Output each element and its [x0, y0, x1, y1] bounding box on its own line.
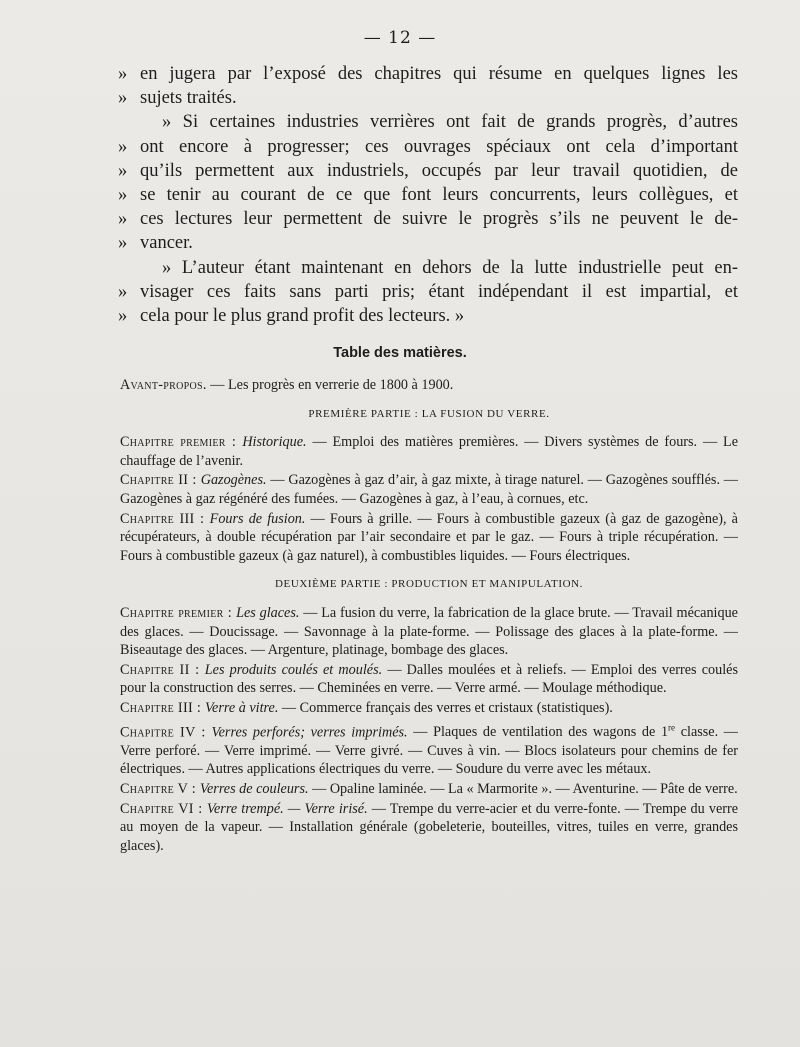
- chapter-entry: [120, 510, 738, 566]
- chapter-head: Chapitre premier :: [120, 604, 237, 621]
- intro-line-text: vancer.: [140, 233, 193, 254]
- intro-line: [118, 135, 738, 159]
- chapter-title: Gazogènes.: [200, 472, 267, 489]
- intro-line-text: cela pour le plus grand profit des lecteurs. »: [140, 306, 465, 327]
- chapter-head: Chapitre III :: [120, 510, 210, 527]
- chapter-summary: — Fours à grille. — Fours à combustible gazeux (à gaz de gazogène), à récupérateurs, à double récupération par l’air secondaire et par le gaz. — Fours à triple récupération. — Fours à combustible gazeux (à gaz naturel), à combustibles liquides. — Fours électriques.: [120, 510, 738, 564]
- chapter-entry: [120, 604, 738, 660]
- chapter-summary: — Trempe du verre-acier et du verre-fonte. — Trempe du verre au moyen de la vapeur. — Installation générale (gobeleterie, bouteilles, vitres, tuiles en verre, grandes glaces).: [120, 800, 738, 854]
- chapter-title: Verre trempé. — Verre irisé.: [206, 800, 368, 817]
- intro-line-text: visager ces faits sans parti pris; étant indépendant il est impartial, et: [140, 281, 738, 302]
- chapter-entry: [120, 800, 738, 856]
- intro-line-text: » Si certaines industries verrières ont fait de grands progrès, d’autres: [162, 112, 738, 133]
- chapter-summary: — Opaline laminée. — La « Marmorite ». — Aventurine. — Pâte de verre.: [308, 781, 738, 798]
- chapter-entry: [120, 780, 738, 799]
- chapter-title: Verres perforés; verres imprimés.: [211, 724, 408, 741]
- chapter-entry: [120, 661, 738, 698]
- intro-line: [118, 110, 738, 134]
- intro-line-text: » L’auteur étant maintenant en dehors de la lutte industrielle peut en-: [162, 257, 738, 278]
- quote-mark: »: [118, 233, 128, 254]
- intro-line-text: sujets traités.: [140, 88, 237, 109]
- chapter-head: Chapitre V :: [120, 781, 200, 798]
- quote-mark: »: [118, 306, 128, 327]
- chapter-summary: — Gazogènes à gaz d’air, à gaz mixte, à tirage naturel. — Gazogènes soufflés. — Gazogènes à gaz régénéré des fumées. — Gazogènes à gaz, à l’eau, à cornues, etc.: [120, 472, 738, 507]
- quote-mark: »: [118, 160, 128, 181]
- chapter-head: Chapitre VI :: [120, 800, 207, 817]
- avant-propos-text: — Les progrès en verrerie de 1800 à 1900.: [206, 377, 454, 393]
- intro-line: [118, 207, 738, 231]
- intro-line-text: en jugera par l’exposé des chapitres qui résume en quelques lignes les: [140, 64, 738, 84]
- toc-title: Table des matières.: [333, 345, 467, 361]
- chapter-entry: [120, 699, 738, 718]
- chapter-title: Verre à vitre.: [204, 699, 279, 716]
- quote-mark: »: [118, 136, 128, 157]
- quote-mark: »: [118, 281, 128, 302]
- chapter-head: Chapitre premier :: [120, 434, 243, 451]
- avant-propos-head: Avant-propos.: [120, 377, 207, 393]
- superscript: re: [668, 722, 676, 733]
- intro-line-text: se tenir au courant de ce que font leurs concurrents, leurs collègues, et: [140, 185, 738, 206]
- avant-propos-entry: [120, 376, 738, 395]
- intro-line: [118, 231, 738, 255]
- chapter-summary: — Plaques de ventilation des wagons de 1re classe. — Verre perforé. — Verre imprimé. — Verre givré. — Cuves à vin. — Blocs isolateurs pour chemins de fer électriques. — Autres applications électriques du verre. — Soudure du verre avec les métaux.: [120, 722, 738, 778]
- chapter-summary: — Emploi des matières premières. — Divers systèmes de fours. — Le chauffage de l’avenir.: [120, 434, 738, 469]
- chapter-head: Chapitre IV :: [120, 724, 212, 741]
- intro-line: [118, 304, 738, 328]
- quote-mark: »: [118, 185, 128, 206]
- chapter-summary: — La fusion du verre, la fabrication de la glace brute. — Travail mécanique des glaces. — Doucissage. — Savonnage à la plate-forme. — Polissage des glaces à la plate-forme. — Biseautage des glaces. — Argenture, platinage, bombage des glaces.: [120, 604, 738, 659]
- chapter-head: Chapitre III :: [120, 699, 205, 716]
- intro-quotation: [118, 62, 738, 328]
- chapter-summary: — Dalles moulées et à reliefs. — Emploi des verres coulés pour la construction des serres. — Cheminées en verre. — Verre armé. — Moulage méthodique.: [120, 661, 738, 697]
- intro-line-text: ont encore à progresser; ces ouvrages spéciaux ont cela d’important: [140, 136, 738, 157]
- chapter-title: Les produits coulés et moulés.: [204, 661, 383, 678]
- intro-line: [118, 256, 738, 280]
- chapter-entry: [120, 471, 738, 508]
- chapter-entry: [120, 433, 738, 470]
- intro-line: [118, 159, 738, 183]
- chapter-title: Les glaces.: [236, 604, 300, 621]
- intro-line-text: ces lectures leur permettent de suivre le progrès s’ils ne peuvent le de-: [140, 209, 738, 230]
- intro-line-text: qu’ils permettent aux industriels, occupés par leur travail quotidien, de: [140, 160, 738, 181]
- chapter-head: Chapitre II :: [120, 472, 201, 489]
- part-heading: PREMIÈRE PARTIE : LA FUSION DU VERRE.: [308, 407, 550, 420]
- chapter-title: Historique.: [242, 434, 307, 451]
- intro-line: [118, 62, 738, 86]
- table-of-contents: [120, 376, 738, 856]
- intro-line: [118, 86, 738, 110]
- intro-line: [118, 280, 738, 304]
- quote-mark: »: [118, 88, 128, 109]
- chapter-entry: [120, 719, 738, 780]
- chapter-summary: — Commerce français des verres et cristaux (statistiques).: [278, 699, 613, 716]
- quote-mark: »: [118, 64, 128, 84]
- part-heading: DEUXIÈME PARTIE : PRODUCTION ET MANIPULATION.: [274, 578, 584, 591]
- intro-line: [118, 183, 738, 207]
- page-number: — 12 —: [363, 28, 437, 48]
- quote-mark: »: [118, 209, 128, 230]
- toc-parts: [120, 405, 738, 856]
- chapter-title: Verres de couleurs.: [199, 781, 309, 798]
- chapter-title: Fours de fusion.: [209, 510, 306, 527]
- chapter-head: Chapitre II :: [120, 661, 205, 678]
